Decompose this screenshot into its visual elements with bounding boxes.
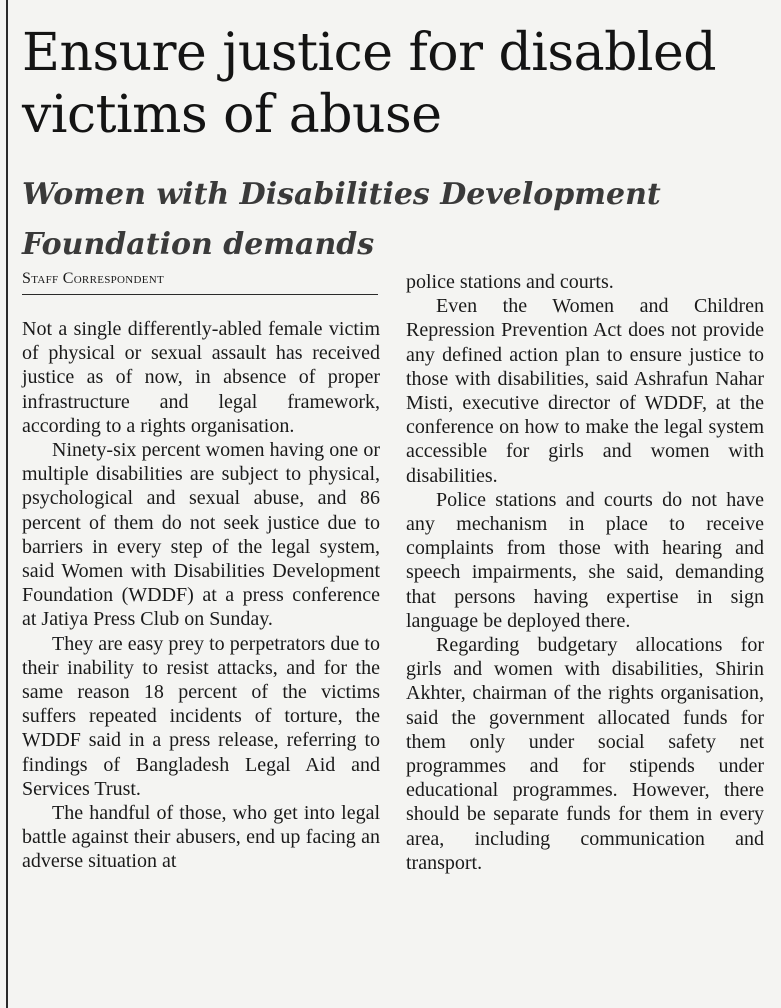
paragraph: The handful of those, who get into legal battle against their abusers, end up facing an adverse situation at (22, 802, 380, 873)
paragraph: Ninety-six percent women having one or multiple disabilities are subject to physical, psychological and sexual abuse, and 86 percent of them do not seek justice due to barriers in every step of the legal system, said Women with Disabilities Development Foundation (WDDF) at a press conference at Jatiya Press Club on Sunday. (22, 439, 380, 631)
left-column (22, 317, 380, 874)
right-column (406, 270, 764, 875)
subheadline: Women with Disabilities Development Foundation demands (22, 177, 661, 262)
headline: Ensure justice for disabled victims of abuse (22, 23, 717, 145)
paragraph: They are easy prey to perpetrators due to their inability to resist attacks, and for the same reason 18 percent of the victims suffers repeated incidents of torture, the WDDF said in a press release, referring to findings of Bangladesh Legal Aid and Services Trust. (22, 632, 380, 800)
paragraph: Not a single differently-abled female victim of physical or sexual assault has received justice as of now, in absence of proper infrastructure and legal framework, according to a rights organisation. (22, 318, 380, 437)
byline: Staff Correspondent (22, 270, 378, 295)
column-rule (6, 0, 8, 1008)
paragraph: Even the Women and Children Repression Prevention Act does not provide any defined action plan to ensure justice to those with disabilities, said Ashrafun Nahar Misti, executive director of WDDF, at the conference on how to make the legal system accessible for girls and women with disabilities. (406, 295, 764, 487)
paragraph: Regarding budgetary allocations for girls and women with disabilities, Shirin Akhter, chairman of the rights organisation, said the government allocated funds for them only under social safety net programmes and for stipends under educational programmes. However, there should be separate funds for them in every area, including communication and transport. (406, 634, 764, 874)
paragraph: Police stations and courts do not have any mechanism in place to receive complaints from those with hearing and speech impairments, she said, demanding that persons having expertise in sign language be deployed there. (406, 488, 764, 632)
paragraph: police stations and courts. (406, 271, 614, 293)
